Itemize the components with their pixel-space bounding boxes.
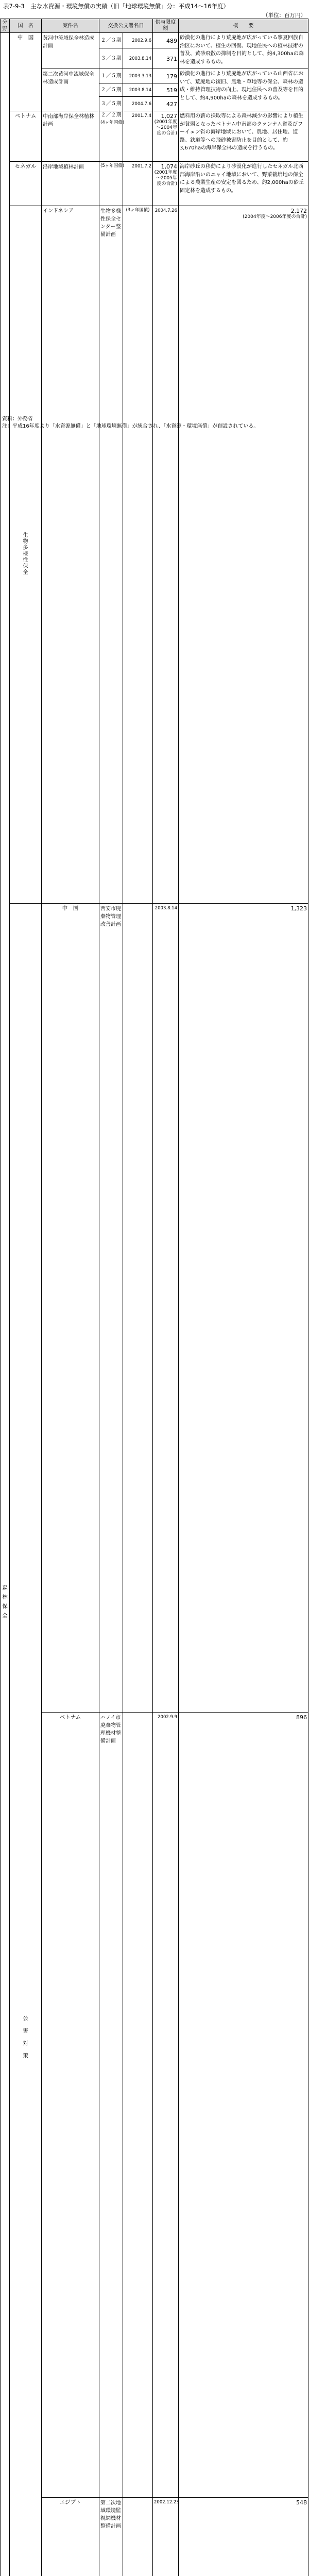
summary-cell: 砂漠化の進行により荒廃地が広がっている山西省において、荒廃地の復旧、農地・草地等の保全、森林の造成・維持管理技術の向上、現地住民への普及等を目的として、約4,900haの森林を造成するもの。 [179, 69, 308, 111]
phase-cell: (3ヶ年国債) [123, 206, 153, 904]
table-row [1, 33, 308, 48]
amount-value: 1,074 [161, 163, 178, 170]
phase-note: (4ヶ年国債) [100, 119, 122, 126]
table-title: 表7-9-3 主な水資源・環境無償の実績（旧「地球環境無償」分：平成14～16年度） [3, 2, 229, 10]
date-cell: 2003.8.14 [123, 83, 153, 97]
date-cell: 2004.7.6 [123, 97, 153, 111]
date-cell: 2003.8.14 [123, 48, 153, 69]
summary-cell: 燃料用の薪の採取等による森林減少の影響により植生が貧弱となったベトナム中南部のクァンナム省及びフーイェン省の海岸地域において、農地、居住地、道路、鉄道等への飛砂被害防止を目的として、約3,670haの海岸保全林の造成を行うもの。 [179, 111, 308, 162]
amount-note: (2004年度～2006年度の合計) [180, 214, 307, 220]
amount-cell [179, 206, 308, 904]
date-cell: 2002.12.23 [153, 2498, 179, 2576]
phase-cell: (5ヶ年国債) [99, 162, 123, 206]
source-note: 資料：外務省 [2, 414, 33, 422]
header-exchange-date: 交換公文署名日 [99, 19, 153, 33]
amount-cell: 1,323 [179, 903, 308, 1713]
table-row [1, 1713, 308, 2498]
header-row [1, 19, 308, 33]
phase-cell: ３／５期 [99, 97, 123, 111]
phase-cell: ２／５期 [99, 83, 123, 97]
unit-label: （単位：百万円） [263, 11, 306, 19]
amount-cell: 179 [153, 69, 179, 83]
header-field: 分野 [1, 19, 10, 33]
country-cell: セネガル [10, 162, 42, 206]
summary-cell: 海岸砂丘の移動により砂漠化が進行したセネガル北西部海岸沿いのニャイ地域において、野菜栽培地の保全による農業生産の安定を図るため、約2,000haの砂丘固定林を造成するもの。 [179, 162, 308, 206]
amount-cell: 489 [153, 33, 179, 48]
project-cell: 黄河中流域保全林造成計画 [42, 33, 99, 69]
project-cell: 第二次黄河中流域保全林造成計画 [42, 69, 99, 111]
phase-cell: １／５期 [99, 69, 123, 83]
header-amount: 供与限度額 [153, 19, 179, 33]
country-cell: 中 国 [42, 903, 99, 1713]
phase-label: ２／２期 [100, 112, 122, 119]
project-cell: 西安市廃棄物管理改善計画 [99, 903, 123, 1713]
date-cell: 2003.8.14 [153, 903, 179, 1713]
phase-cell [123, 1713, 153, 2498]
country-cell: 中 国 [10, 33, 42, 111]
date-cell: 2002.9.9 [153, 1713, 179, 2498]
phase-cell [99, 111, 123, 162]
header-project: 案件名 [42, 19, 99, 33]
footnote: 注：平成16年度より「水資源無償」と「地球環境無償」が統合され、「水資源・環境無償」が創設されている。 [2, 421, 259, 429]
summary-cell: 砂漠化の進行により荒廃地が広がっている寧夏回族自治区において、植生の回復、現地住民への植林技術の普及、黄砂飛散の抑制を目的として、約4,300haの森林を造成するもの。 [179, 33, 308, 69]
category-bio: 生物多様性保全 [10, 206, 42, 904]
table-row [1, 111, 308, 162]
date-cell: 2001.7.4 [123, 111, 153, 162]
amount-value: 2,172 [291, 208, 307, 214]
table-row [1, 903, 308, 1713]
country-cell: エジプト [42, 2498, 99, 2576]
project-cell: 沿岸地域植林計画 [42, 162, 99, 206]
phase-cell [123, 903, 153, 1713]
amount-cell [153, 111, 179, 162]
date-cell: 2003.3.13 [123, 69, 153, 83]
amount-cell: 896 [179, 1713, 308, 2498]
category-pollution: 公害対策 [10, 903, 42, 2576]
table-row [1, 162, 308, 206]
date-cell: 2002.9.6 [123, 33, 153, 48]
date-cell: 2004.7.26 [153, 206, 179, 904]
date-cell: 2001.7.2 [123, 162, 153, 206]
phase-cell: ２／３期 [99, 33, 123, 48]
table-row [1, 2498, 308, 2576]
amount-cell: 548 [179, 2498, 308, 2576]
amount-value: 1,027 [161, 113, 178, 120]
project-cell: 生物多様性保全センター整備計画 [99, 206, 123, 904]
header-summary: 概 要 [179, 19, 308, 33]
amount-cell [153, 162, 179, 206]
amount-cell: 427 [153, 97, 179, 111]
table-row [1, 206, 308, 904]
country-cell: インドネシア [42, 206, 99, 904]
phase-cell [123, 2498, 153, 2576]
country-cell: ベトナム [42, 1713, 99, 2498]
amount-cell: 519 [153, 83, 179, 97]
category-forest: 森林保全 [1, 33, 10, 2576]
aid-results-table [0, 19, 308, 2576]
project-cell: 第二次地域環境監視網機材整備計画 [99, 2498, 123, 2576]
amount-cell: 371 [153, 48, 179, 69]
phase-cell: ３／３期 [99, 48, 123, 69]
table-row [1, 69, 308, 83]
header-country: 国 名 [10, 19, 42, 33]
country-cell: ベトナム [10, 111, 42, 162]
project-cell: 中南部海岸保全林植林計画 [42, 111, 99, 162]
project-cell: ハノイ市廃棄物管理機材整備計画 [99, 1713, 123, 2498]
amount-note: (2001年度～2004年度の合計) [154, 120, 177, 137]
amount-note: (2001年度～2005年度の合計) [154, 170, 177, 187]
